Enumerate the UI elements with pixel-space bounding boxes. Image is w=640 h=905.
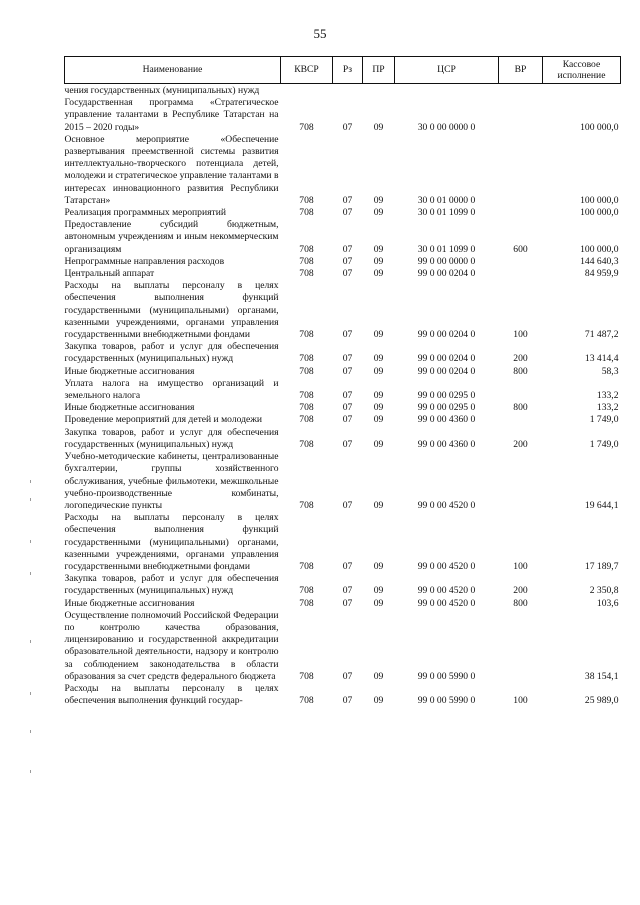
cell-amount: 17 189,7: [584, 560, 619, 572]
table-row: [65, 683, 621, 707]
cell-vr: [499, 84, 543, 98]
cell-rz: 07: [342, 414, 353, 426]
cell-vr: 200: [513, 438, 528, 450]
table-row: [65, 598, 621, 610]
cell-kvsr: 708: [299, 268, 314, 280]
header-csr: ЦСР: [395, 57, 499, 84]
cell-vr: 100: [513, 329, 528, 341]
cell-vr: [499, 378, 543, 402]
cell-pr: 09: [373, 121, 384, 133]
table-body: [65, 84, 621, 708]
cell-vr: 800: [513, 597, 528, 609]
cell-pr: 09: [373, 499, 384, 511]
cell-pr: 09: [373, 268, 384, 280]
cell-csr: 30 0 01 1099 0: [417, 243, 476, 255]
cell-pr: 09: [373, 560, 384, 572]
cell-amount: 133,2: [596, 402, 619, 414]
cell-pr: 09: [373, 670, 384, 682]
cell-name: чения государственных (муниципальных) нужд: [64, 85, 260, 96]
cell-kvsr: 708: [299, 207, 314, 219]
cell-pr: 09: [373, 255, 384, 267]
table-header-row: [65, 57, 621, 84]
cell-rz: [333, 84, 363, 98]
cell-name: Осуществление полномочий Российской Федерации по контролю качества образования, лицензированию и государственной аккредитации образовательной деятельности, надзору и контролю за соблюдением законодательства в области образования за счет средств федерального бюджета: [64, 609, 279, 682]
table-row: [65, 512, 621, 573]
table-row: [65, 341, 621, 365]
cell-rz: 07: [342, 390, 353, 402]
cell-kvsr: 708: [299, 121, 314, 133]
cell-name: Уплата налога на имущество организаций и земельного налога: [64, 377, 279, 402]
table-row: [65, 451, 621, 512]
cell-amount: 25 989,0: [584, 695, 619, 707]
cell-kvsr: 708: [299, 402, 314, 414]
cell-amount: [543, 84, 621, 98]
cell-pr: 09: [373, 207, 384, 219]
table-row: [65, 268, 621, 280]
cell-vr: 100: [513, 560, 528, 572]
header-rz: Рз: [333, 57, 363, 84]
cell-pr: 09: [373, 695, 384, 707]
header-vr: ВР: [499, 57, 543, 84]
cell-rz: 07: [342, 438, 353, 450]
cell-csr: 99 0 00 0000 0: [417, 255, 476, 267]
cell-amount: 2 350,8: [589, 585, 619, 597]
cell-rz: 07: [342, 402, 353, 414]
cell-vr: [499, 414, 543, 426]
cell-pr: 09: [373, 414, 384, 426]
cell-rz: 07: [342, 255, 353, 267]
cell-amount: 1 749,0: [589, 414, 619, 426]
cell-csr: 99 0 00 4360 0: [417, 438, 476, 450]
cell-pr: 09: [373, 402, 384, 414]
cell-csr: 99 0 00 0295 0: [417, 402, 476, 414]
cell-name: Основное мероприятие «Обеспечение развертывания преемственной системы развития интеллектуально-творческого потенциала детей, молодежи и стратегическое управление талантами в интересах инновационного развития Республики Татарстан»: [64, 133, 279, 206]
cell-kvsr: 708: [299, 243, 314, 255]
page-number: 55: [313, 26, 327, 41]
cell-name: Проведение мероприятий для детей и молодежи: [64, 414, 263, 426]
cell-csr: 30 0 00 0000 0: [417, 121, 476, 133]
cell-kvsr: 708: [299, 585, 314, 597]
cell-kvsr: [281, 84, 333, 98]
cell-vr: 600: [513, 243, 528, 255]
cell-rz: 07: [342, 499, 353, 511]
cell-vr: 100: [513, 695, 528, 707]
cell-pr: 09: [373, 365, 384, 377]
cell-amount: 71 487,2: [584, 329, 619, 341]
cell-csr: [395, 84, 499, 98]
cell-csr: 99 0 00 0204 0: [417, 268, 476, 280]
cell-csr: 99 0 00 0204 0: [417, 353, 476, 365]
table-row: [65, 573, 621, 597]
table-row: [65, 256, 621, 268]
table-row: [65, 134, 621, 207]
cell-kvsr: 708: [299, 499, 314, 511]
cell-rz: 07: [342, 268, 353, 280]
cell-vr: [499, 268, 543, 280]
cell-pr: 09: [373, 438, 384, 450]
cell-pr: 09: [373, 243, 384, 255]
cell-amount: 100 000,0: [580, 207, 619, 219]
cell-kvsr: 708: [299, 365, 314, 377]
cell-pr: [363, 84, 395, 98]
cell-csr: 99 0 00 5990 0: [417, 670, 476, 682]
cell-name: Реализация программных мероприятий: [64, 207, 226, 219]
cell-amount: 100 000,0: [580, 243, 619, 255]
cell-kvsr: 708: [299, 353, 314, 365]
cell-csr: 99 0 00 4520 0: [417, 597, 476, 609]
cell-name: Центральный аппарат: [64, 268, 155, 280]
cell-vr: 800: [513, 365, 528, 377]
cell-vr: 200: [513, 585, 528, 597]
cell-kvsr: 708: [299, 414, 314, 426]
budget-table: [64, 56, 621, 707]
cell-name: Непрограммные направления расходов: [64, 255, 225, 267]
cell-amount: 144 640,3: [580, 255, 619, 267]
cell-kvsr: 708: [299, 695, 314, 707]
cell-kvsr: 708: [299, 390, 314, 402]
cell-rz: 07: [342, 585, 353, 597]
cell-rz: 07: [342, 194, 353, 206]
cell-name: Закупка товаров, работ и услуг для обеспечения государственных (муниципальных) нужд: [64, 426, 279, 450]
cell-rz: 07: [342, 329, 353, 341]
table-row: [65, 97, 621, 134]
cell-amount: 84 959,9: [584, 268, 619, 280]
cell-name: Расходы на выплаты персоналу в целях обеспечения выполнения функций государственными (муниципальными) органами, казенными учреждениями, органами управления государственными внебюджетными фондами: [64, 280, 279, 341]
cell-amount: 100 000,0: [580, 194, 619, 206]
cell-csr: 99 0 00 0204 0: [417, 329, 476, 341]
cell-rz: 07: [342, 670, 353, 682]
cell-pr: 09: [373, 353, 384, 365]
cell-csr: 99 0 00 5990 0: [417, 695, 476, 707]
cell-kvsr: 708: [299, 438, 314, 450]
cell-rz: 07: [342, 121, 353, 133]
header-kvsr: КВСР: [281, 57, 333, 84]
table-row: [65, 414, 621, 426]
cell-vr: [499, 451, 543, 512]
cell-amount: 58,3: [601, 365, 619, 377]
cell-kvsr: 708: [299, 194, 314, 206]
cell-vr: [499, 97, 543, 134]
header-name: Наименование: [65, 57, 281, 84]
header-kassovoe-ispolnenie: Кассовое исполнение: [543, 57, 621, 84]
cell-name: Закупка товаров, работ и услуг для обеспечения государственных (муниципальных) нужд: [64, 341, 279, 365]
cell-vr: [499, 134, 543, 207]
header-pr: ПР: [363, 57, 395, 84]
cell-pr: 09: [373, 390, 384, 402]
cell-rz: 07: [342, 695, 353, 707]
cell-vr: [499, 256, 543, 268]
cell-rz: 07: [342, 365, 353, 377]
cell-name: Государственная программа «Стратегическое управление талантами в Республике Татарстан на 2015 – 2020 годы»: [64, 97, 279, 133]
cell-name: Учебно-методические кабинеты, централизованные бухгалтерии, группы хозяйственного обслуживания, учебные фильмотеки, межшкольные учебно-производственные комбинаты, логопедические пункты: [64, 451, 279, 511]
table-row: [65, 207, 621, 219]
cell-amount: 103,6: [596, 597, 619, 609]
cell-name: Предоставление субсидий бюджетным, автономным учреждениям и иным некоммерческим организациям: [64, 219, 279, 255]
cell-name: Иные бюджетные ассигнования: [64, 597, 195, 609]
cell-kvsr: 708: [299, 255, 314, 267]
table-row: [65, 366, 621, 378]
cell-name: Закупка товаров, работ и услуг для обеспечения государственных (муниципальных) нужд: [64, 573, 279, 597]
cell-pr: 09: [373, 194, 384, 206]
cell-name: Расходы на выплаты персоналу в целях обеспечения выполнения функций государ-: [64, 682, 279, 707]
cell-vr: 800: [513, 402, 528, 414]
cell-rz: 07: [342, 207, 353, 219]
cell-csr: 99 0 00 4520 0: [417, 585, 476, 597]
cell-csr: 99 0 00 0204 0: [417, 365, 476, 377]
cell-amount: 1 749,0: [589, 438, 619, 450]
table-row: [65, 219, 621, 256]
cell-name: Иные бюджетные ассигнования: [64, 365, 195, 377]
cell-amount: 100 000,0: [580, 121, 619, 133]
cell-pr: 09: [373, 329, 384, 341]
table-row: [65, 84, 621, 98]
cell-csr: 99 0 00 0295 0: [417, 390, 476, 402]
cell-kvsr: 708: [299, 329, 314, 341]
cell-rz: 07: [342, 243, 353, 255]
table-row: [65, 610, 621, 683]
cell-kvsr: 708: [299, 597, 314, 609]
cell-kvsr: 708: [299, 670, 314, 682]
cell-rz: 07: [342, 353, 353, 365]
cell-csr: 30 0 01 1099 0: [417, 207, 476, 219]
cell-kvsr: 708: [299, 560, 314, 572]
cell-name: Расходы на выплаты персоналу в целях обеспечения выполнения функций государственными (муниципальными) органами, казенными учреждениями, органами управления государственными внебюджетными фондами: [64, 512, 279, 572]
cell-amount: 19 644,1: [584, 499, 619, 511]
table-row: [65, 378, 621, 402]
cell-pr: 09: [373, 585, 384, 597]
cell-pr: 09: [373, 597, 384, 609]
table-row: [65, 427, 621, 451]
cell-vr: [499, 610, 543, 683]
cell-rz: 07: [342, 560, 353, 572]
cell-csr: 99 0 00 4520 0: [417, 499, 476, 511]
cell-csr: 30 0 01 0000 0: [417, 194, 476, 206]
cell-vr: 200: [513, 353, 528, 365]
table-row: [65, 280, 621, 341]
cell-rz: 07: [342, 597, 353, 609]
table-row: [65, 402, 621, 414]
scan-margin-marks: [30, 480, 34, 780]
cell-amount: 38 154,1: [584, 670, 619, 682]
cell-name: Иные бюджетные ассигнования: [64, 402, 195, 414]
cell-amount: 133,2: [596, 390, 619, 402]
cell-csr: 99 0 00 4360 0: [417, 414, 476, 426]
cell-vr: [499, 207, 543, 219]
cell-amount: 13 414,4: [584, 353, 619, 365]
cell-csr: 99 0 00 4520 0: [417, 560, 476, 572]
